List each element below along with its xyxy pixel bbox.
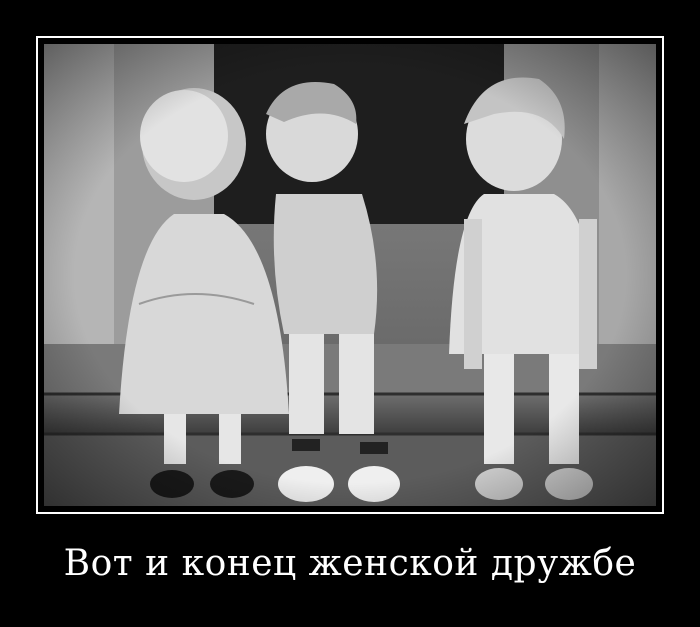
photo [44,44,656,506]
photo-vignette [44,44,656,506]
poster-caption: Вот и конец женской дружбе [63,543,637,584]
photo-frame [36,36,664,514]
photo-illustration [44,44,656,506]
